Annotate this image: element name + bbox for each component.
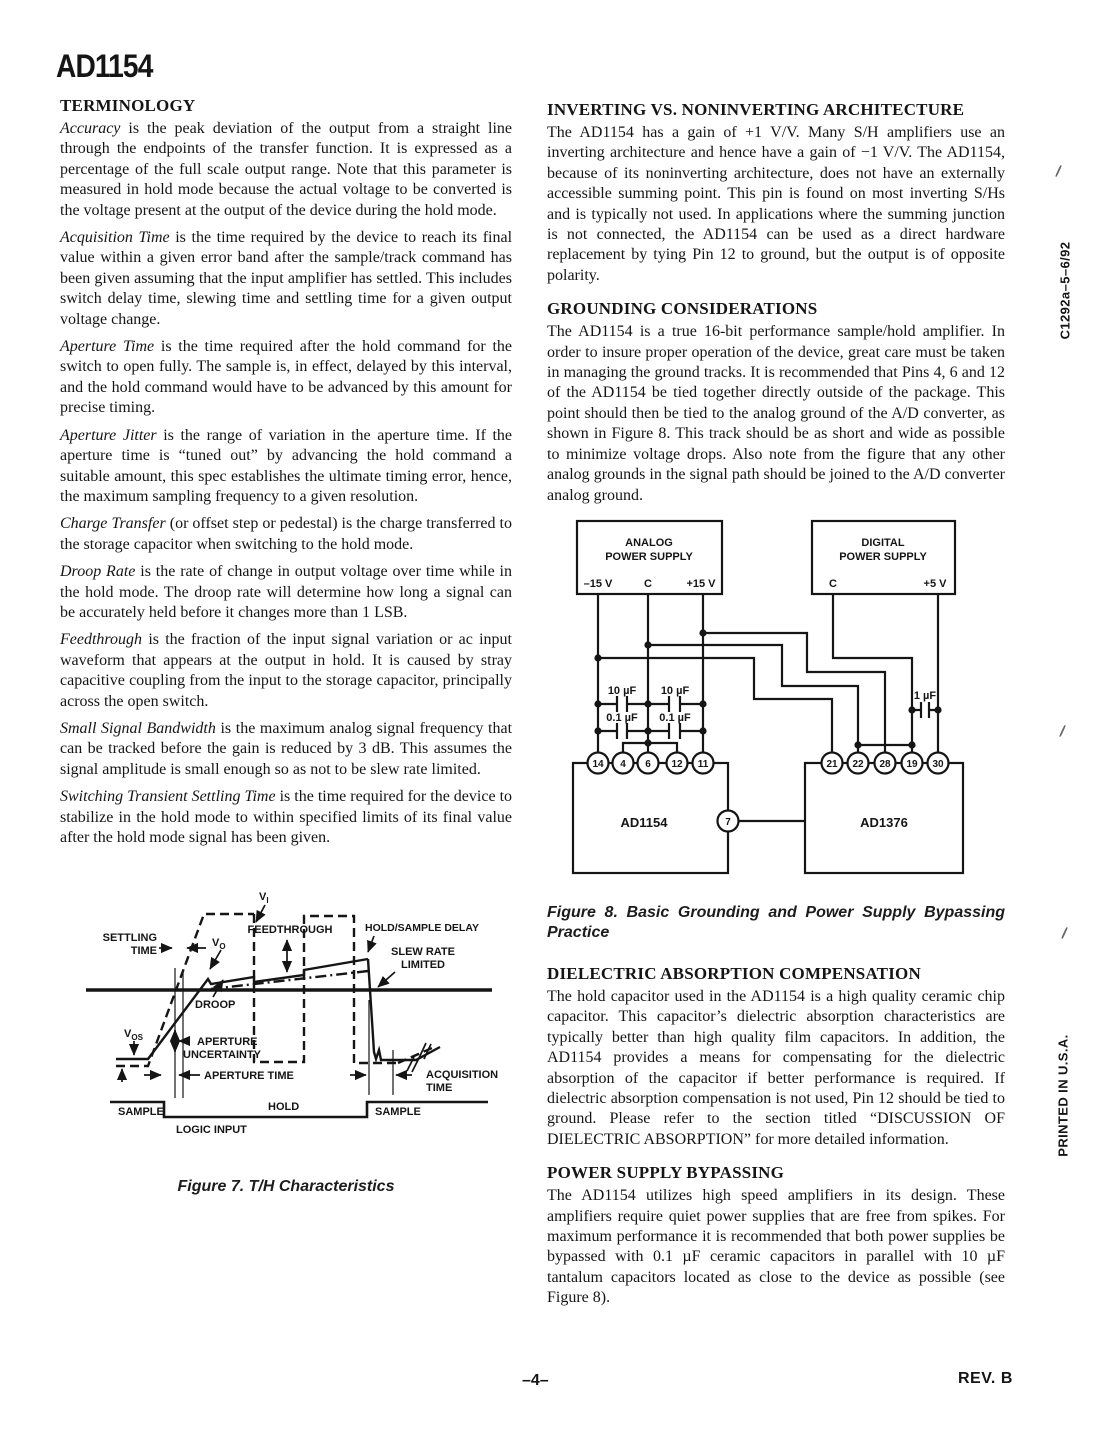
terminology-paragraph: Charge Transfer (or offset step or pedestal) is the charge transferred to the storage capacitor when switching to the hold mode.: [60, 515, 512, 553]
fig8-terminal-c-analog: C: [644, 577, 652, 590]
section-heading-dielectric: DIELECTRIC ABSORPTION COMPENSATION: [547, 963, 921, 983]
fig7-label-uncertainty: UNCERTAINTY: [183, 1049, 262, 1062]
fig8-label-analog: ANALOG: [625, 536, 673, 549]
fig7-label-settling-time: TIME: [130, 945, 157, 958]
fig8-pin-12: 12: [671, 758, 683, 770]
fig7-label-aperture-time: APERTURE TIME: [204, 1070, 294, 1083]
fig8-junction-dots: [594, 629, 941, 748]
fig8-labels: [584, 537, 948, 830]
fig8-chip-ad1376: AD1376: [860, 814, 908, 830]
figure7: [82, 880, 512, 1150]
terminology-paragraph: Accuracy is the peak deviation of the output from a straight line through the endpoints of the transfer function. It is expressed as a percentage of the full scale output range. Note that this parameter is measured in hold mode because the actual voltage to be converted is the voltage present at the output of the device during the hold mode.: [60, 120, 513, 219]
margin-doc-code: C1292a–5–6/92: [1057, 241, 1073, 340]
fig8-label-digital-ps: POWER SUPPLY: [839, 550, 927, 563]
fig7-labels: [103, 891, 499, 1136]
dielectric-paragraph: The hold capacitor used in the AD1154 is a high quality ceramic chip capacitor. This capacitor’s dielectric absorption characteristics are typically better than high quality film capacitors. In addition, the AD1154 provides a means for compensating for the dielectric absorption of the capacitor if better performance is required. If dielectric absorption compensation is not used, Pin 12 should be tied to ground. Please refer to the section titled “DISCUSSION OF DIELECTRIC ABSORPTION” for more detailed information.: [547, 987, 1005, 1148]
right-column: [547, 100, 1005, 1316]
margin-printed-note: PRINTED IN U.S.A.: [1055, 1034, 1071, 1157]
revision-label: REV. B: [958, 1370, 1013, 1387]
terminology-paragraph: Aperture Time is the time required after the hold command for the switch to open fully. The sample is, in effect, delayed by this interval, and the hold command would have to be advanced by this amount for precise timing.: [60, 338, 513, 417]
section-heading-grounding: GROUNDING CONSIDERATIONS: [547, 299, 818, 319]
page-title: AD1154: [56, 48, 153, 84]
term-feedthrough: Feedthrough: [60, 631, 143, 649]
term-aperture-time: Aperture Time: [60, 338, 155, 356]
fig8-pin-19: 19: [906, 758, 918, 770]
term-acquisition-time: Acquisition Time: [60, 229, 170, 247]
fig8-terminal-neg15: –15 V: [583, 577, 613, 590]
fig7-label-limited: LIMITED: [401, 959, 445, 972]
section-heading-terminology: TERMINOLOGY: [60, 96, 196, 115]
page-number: –4–: [522, 1372, 549, 1389]
terminology-paragraph: Droop Rate is the rate of change in output voltage over time while in the hold mode. The droop rate will determine how long a signal can be accurately held before it changes more than 1 LSB.: [60, 563, 512, 621]
fig7-label-feedthrough: FEEDTHROUGH: [247, 924, 333, 937]
fig7-output-reacquire: [368, 959, 440, 1060]
fig7-label-logic-input: LOGIC INPUT: [176, 1124, 247, 1137]
fig8-pin-22: 22: [852, 758, 864, 770]
fig8-chip-ad1154: AD1154: [620, 814, 668, 830]
left-column: [60, 96, 512, 1196]
terminology-paragraph: Feedthrough is the fraction of the input signal variation or ac input waveform that appears at the output in hold. It is caused by stray capacitive coupling from the input to the storage capacitor, principally across the open switch.: [60, 631, 512, 710]
fig7-break-marks: [407, 1043, 431, 1072]
fig8-pin-28: 28: [879, 758, 891, 770]
margin-registration-mark: [1061, 927, 1068, 940]
fig8-pin-30: 30: [932, 758, 944, 770]
fig8-ad1376-pins: [822, 752, 949, 773]
fig7-label-hold: HOLD: [268, 1101, 300, 1114]
fig8-pin-21: 21: [826, 758, 838, 770]
figure8: [547, 513, 1005, 890]
term-switching-transient: Switching Transient Settling Time: [60, 788, 276, 806]
fig8-terminal-c-digital: C: [829, 577, 837, 590]
fig7-label-vos: $V_{OS}$: [124, 1028, 143, 1043]
terminology-paragraph: Switching Transient Settling Time is the time required for the device to stabilize in the hold mode to within specified limits of its final value after the hold mode signal has been given.: [60, 788, 513, 846]
fig7-label-vi: $V_I$: [259, 891, 269, 906]
fig8-cap-01uf-2: 0.1 µF: [659, 711, 691, 724]
fig8-label-analog-ps: POWER SUPPLY: [605, 550, 693, 563]
figure8-caption-line2: Practice: [547, 923, 610, 941]
term-accuracy: Accuracy: [60, 120, 121, 137]
figure8-caption-line1: Figure 8. Basic Grounding and Power Supply Bypassing: [547, 903, 1005, 921]
fig8-pin-11: 11: [697, 758, 709, 770]
fig8-pin-14: 14: [592, 758, 604, 770]
term-small-signal-bandwidth: Small Signal Bandwidth: [60, 719, 216, 737]
term-droop-rate: Droop Rate: [60, 563, 136, 581]
fig7-label-sample-right: SAMPLE: [375, 1106, 421, 1119]
fig7-label-vo: $V_O$: [212, 937, 226, 952]
figure7-diagram: [82, 880, 502, 1145]
section-heading-power: POWER SUPPLY BYPASSING: [547, 1163, 785, 1183]
fig7-label-droop: DROOP: [195, 999, 236, 1012]
grounding-paragraph: The AD1154 is a true 16-bit performance sample/hold amplifier. In order to insure proper operation of the device, great care must be taken in managing the ground tracks. It is recommended that Pins 4, 6 and 12 of the AD1154 be tied together directly outside of the package. This point should then be tied to the analog ground of the A/D converter, as shown in Figure 8. This track should be as short and wide as possible to minimize voltage drops. Also note from the figure that any other analog grounds in the signal path should be joined to the A/D converter analog ground.: [547, 323, 1005, 504]
fig8-pin-4: 4: [620, 758, 626, 770]
fig8-cap-1uf: 1 µF: [913, 689, 937, 702]
fig8-pin-6: 6: [645, 758, 651, 770]
inverting-paragraph: The AD1154 has a gain of +1 V/V. Many S/H amplifiers use an inverting architecture and hence have a gain of −1 V/V. The AD1154, because of its noninverting architecture, does not have an externally accessible summing point. This pin is found on most inverting S/Hs and is typically not used. In applications where the summing junction is not connected, the AD1154 can be used as a direct hardware replacement by tying Pin 12 to ground, but the output is of opposite polarity.: [547, 124, 1005, 284]
fig8-pin-7: 7: [725, 816, 731, 828]
fig7-label-slew-rate: SLEW RATE: [391, 946, 455, 959]
fig8-cap-01uf-1: 0.1 µF: [606, 711, 638, 724]
fig8-terminal-pos15: +15 V: [686, 577, 716, 590]
fig7-label-aperture: APERTURE: [197, 1036, 258, 1049]
fig8-cap-10uf-2: 10 µF: [660, 684, 690, 697]
fig8-label-digital: DIGITAL: [861, 536, 905, 549]
fig8-wires: [598, 594, 938, 821]
terminology-paragraph: Small Signal Bandwidth is the maximum analog signal frequency that can be tracked before the gain is reduced by 3 dB. This assumes the signal amplitude is small enough so as not to be slew rate limited.: [60, 719, 513, 778]
margin-registration-mark: [1059, 725, 1066, 738]
fig7-label-acquisition-time: TIME: [426, 1082, 453, 1095]
section-heading-inverting: INVERTING VS. NONINVERTING ARCHITECTURE: [547, 100, 965, 119]
fig8-cap-10uf-1: 10 µF: [607, 684, 637, 697]
figure7-caption: Figure 7. T/H Characteristics: [177, 1178, 395, 1196]
terminology-paragraph: Acquisition Time is the time required by the device to reach its final value within a given error band after the sample/track command has been given assuming that the input amplifier has settled. This includes switch delay time, slewing time and settling time for a given output voltage change.: [60, 229, 513, 328]
fig7-label-hold-sample-delay: HOLD/SAMPLE DELAY: [365, 922, 479, 935]
power-paragraph: The AD1154 utilizes high speed amplifiers in its design. These amplifiers require quiet power supplies that are free from spikes. For maximum performance it is recommended that both power supplies be bypassed with 0.1 µF ceramic capacitors in parallel with 10 µF tantalum capacitors located as close to the device as possible (see Figure 8).: [547, 1187, 1005, 1307]
fig8-terminal-pos5: +5 V: [923, 577, 947, 590]
fig7-label-settling: SETTLING: [102, 932, 157, 945]
term-charge-transfer: Charge Transfer: [60, 515, 166, 533]
fig7-label-sample-left: SAMPLE: [118, 1106, 164, 1119]
margin-registration-mark: [1055, 165, 1062, 178]
figure8-diagram: [547, 513, 987, 885]
fig7-label-acquisition: ACQUISITION: [426, 1069, 499, 1082]
terminology-paragraph: Aperture Jitter is the range of variation in the aperture time. If the aperture time is “tuned out” by advancing the hold command a suitable amount, this spec establishes the ultimate timing error, hence, the maximum sampling frequency to a given resolution.: [60, 426, 513, 505]
term-aperture-jitter: Aperture Jitter: [60, 426, 157, 444]
